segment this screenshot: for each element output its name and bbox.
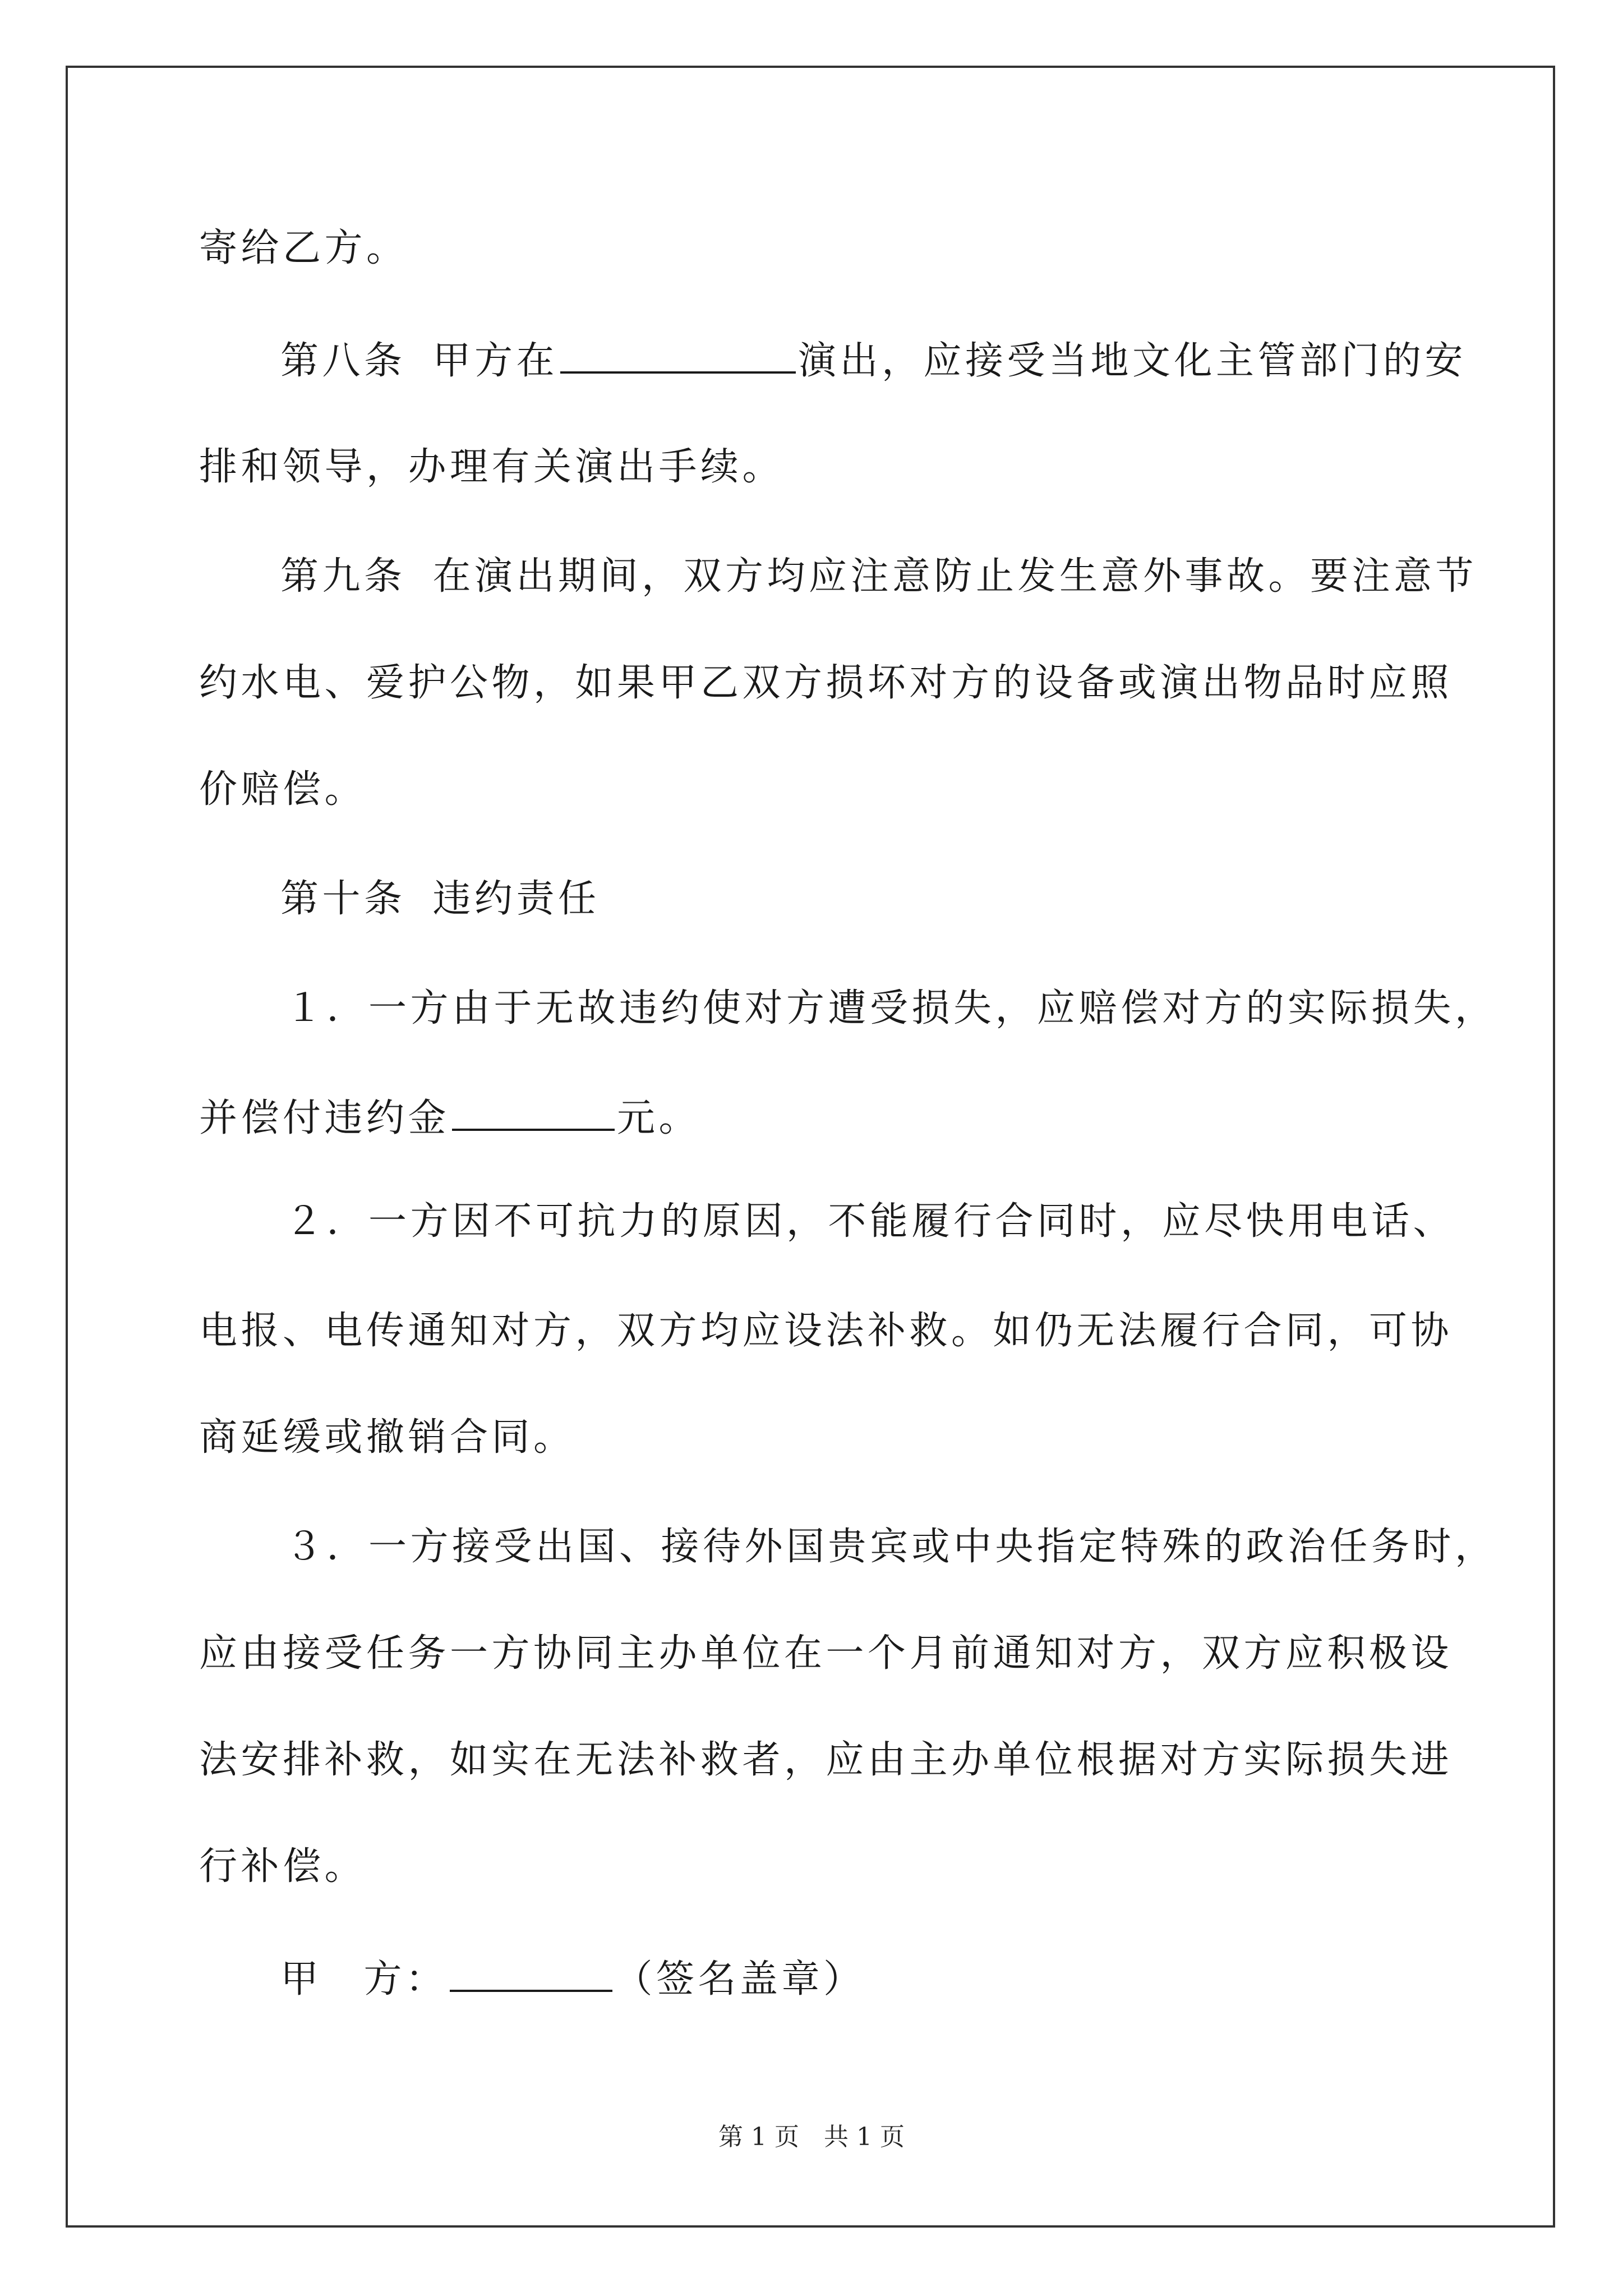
- text: 演出，应接受当地文化主管部门的安: [798, 339, 1467, 383]
- text-line: [199, 1627, 1453, 1681]
- signature-note: （签名盖章）: [614, 1957, 865, 2001]
- text: 行补偿。: [199, 1844, 367, 1889]
- article-number: 第八条: [280, 339, 406, 383]
- page-border: [66, 66, 1555, 2228]
- article-10-heading: [280, 872, 600, 926]
- text: ３．一方接受出国、接待外国贵宾或中央指定特殊的政治任务时，: [285, 1525, 1497, 1569]
- text-line: [199, 1411, 575, 1465]
- text-line: [199, 222, 408, 275]
- text: 元。: [617, 1096, 701, 1140]
- text: 商延缓或撤销合同。: [199, 1415, 575, 1460]
- text: １．一方由于无故违约使对方遭受损失，应赔偿对方的实际损失，: [285, 986, 1497, 1030]
- text-line: [199, 656, 1453, 710]
- article-number: 第九条: [280, 554, 406, 599]
- clause-3-line: [285, 1520, 1497, 1574]
- text: 甲方在: [432, 339, 559, 383]
- party-a-signature-line: [280, 1949, 865, 2003]
- text: 寄给乙方。: [199, 226, 408, 270]
- text: 电报、电传通知对方，双方均应设法补救。如仍无法履行合同，可协: [199, 1309, 1453, 1353]
- text-line: [199, 1840, 366, 1894]
- text-line: [199, 1088, 700, 1142]
- text: 应由接受任务一方协同主办单位在一个月前通知对方，双方应积极设: [199, 1631, 1453, 1676]
- text: 价赔偿。: [199, 767, 367, 812]
- text: 在演出期间，双方均应注意防止发生意外事故。要注意节: [432, 554, 1478, 599]
- party-a-signature-blank[interactable]: [450, 1949, 612, 1992]
- text-line: [199, 1733, 1453, 1787]
- party-label: 甲: [280, 1957, 322, 2001]
- text: 并偿付违约金: [199, 1096, 450, 1140]
- page-footer: [0, 2120, 1623, 2154]
- article-8-line: [280, 331, 1467, 385]
- text: ２．一方因不可抗力的原因，不能履行合同时，应尽快用电话、: [285, 1199, 1455, 1244]
- page-number: 第 1 页 共 1 页: [718, 2123, 905, 2151]
- text-line: [199, 763, 366, 817]
- article-9-line: [280, 550, 1477, 604]
- article-title: 违约责任: [432, 877, 600, 921]
- clause-1-line: [285, 982, 1497, 1036]
- text: 法安排补救，如实在无法补救者，应由主办单位根据对方实际损失进: [199, 1738, 1453, 1782]
- text-line: [199, 440, 784, 494]
- text: 约水电、爱护公物，如果甲乙双方损坏对方的设备或演出物品时应照: [199, 661, 1453, 705]
- text: 排和领导，办理有关演出手续。: [199, 445, 785, 489]
- article-number: 第十条: [280, 877, 406, 921]
- clause-2-line: [285, 1195, 1455, 1249]
- text-line: [199, 1304, 1453, 1358]
- party-label-suffix: 方：: [363, 1957, 448, 2001]
- location-blank[interactable]: [560, 331, 796, 374]
- penalty-amount-blank[interactable]: [452, 1088, 615, 1131]
